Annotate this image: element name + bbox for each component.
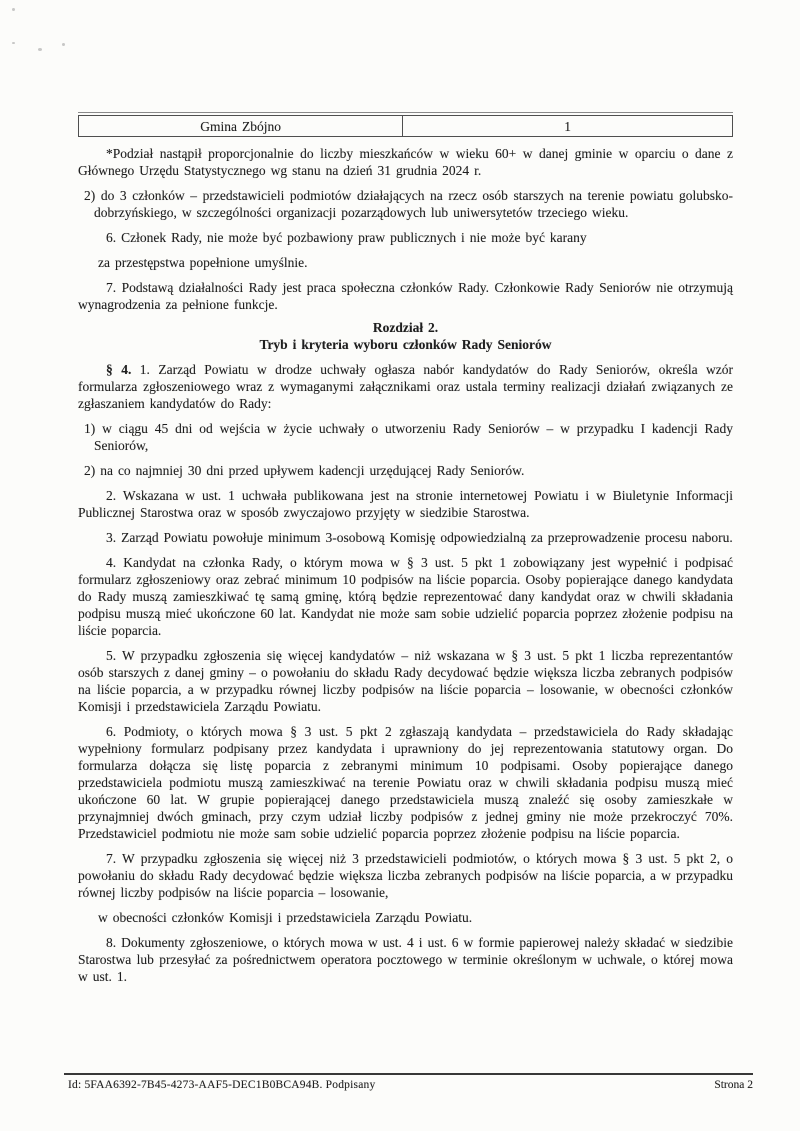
document-body [78,112,733,985]
par4-pkt2-item: 2) na co najmniej 30 dni przed upływem kadencji urzędującej Rady Seniorów. [84,463,525,478]
footer-divider [64,1073,753,1075]
scan-speck [12,8,15,11]
par4-ust7-continuation: w obecności członków Komisji i przedstawiciela Zarządu Powiatu. [98,910,473,925]
ust-6-paragraph: 6. Członek Rady, nie może być pozbawiony praw publicznych i nie może być karany [106,230,587,245]
par4-ust5-paragraph: 5. W przypadku zgłoszenia się więcej kandydatów – niż wskazana w § 3 ust. 5 pkt 1 liczba reprezentantów osób starszych z danej gminy – o powołaniu do składu Rady decydować będzie większa liczba zebranych podpisów na liście poparcia, a w przypadku równej liczby podpisów na liście poparcia – losowanie, w obecności członków Komisji i przedstawiciela Zarządu Powiatu. [78,648,733,714]
par4-ust2-paragraph: 2. Wskazana w ust. 1 uchwała publikowana jest na stronie internetowej Powiatu i w Biuletynie Informacji Publicznej Starostwa oraz w sposób zwyczajowo przyjęty w siedzibie Starostwa. [78,488,733,520]
par4-ust6-paragraph: 6. Podmioty, o których mowa § 3 ust. 5 pkt 2 zgłaszają kandydata – przedstawiciela do Rady składając wypełniony formularz podpisany przez kandydata i uprawniony do jej reprezentowania statutowy organ. Do formularza dołącza się listę poparcia z zebranymi minimum 10 podpisami. Osoby popierające danego przedstawiciela podmiotu muszą zamieszkiwać na terenie Powiatu oraz w chwili składania podpisu muszą mieć ukończone 60 lat. W grupie popierającej danego przedstawiciela muszą znaleźć się osoby zamieszkałe w przynajmniej dwóch gminach, przy czym udział liczby podpisów z jednej gminy nie może przekroczyć 70%. Przedstawiciel podmiotu nie może sam sobie udzielić poparcia poprzez złożenie podpisu na liście poparcia. [78,724,733,841]
point-2-item: 2) do 3 członków – przedstawicieli podmiotów działających na rzecz osób starszych na terenie powiatu golubsko-dobrzyńskiego, w szczególności organizacji pozarządowych lub uniwersytetów trzeciego wieku. [84,188,733,220]
footer-document-id: Id: 5FAA6392-7B45-4273-AAF5-DEC1B0BCA94B. Podpisany [68,1079,376,1091]
table-row [79,116,733,137]
chapter-heading-block [78,319,733,353]
par4-ust8-paragraph: 8. Dokumenty zgłoszeniowe, o których mowa w ust. 4 i ust. 6 w formie papierowej należy składać w siedzibie Starostwa lub przesyłać za pośrednictwem operatora pocztowego w terminie określonym w uchwale, o której mowa w ust. 1. [78,935,733,984]
allocation-table [78,115,733,137]
scan-speck [12,42,15,44]
par4-symbol: § 4. [106,362,132,377]
par4-intro-paragraph [78,361,733,412]
par4-ust3-paragraph: 3. Zarząd Powiatu powołuje minimum 3-osobową Komisję odpowiedzialną za przeprowadzenie procesu naboru. [106,530,733,545]
ust-7-paragraph: 7. Podstawą działalności Rady jest praca społeczna członków Rady. Członkowie Rady Seniorów nie otrzymują wynagrodzenia za pełnione funkcje. [78,280,733,312]
scan-speck [62,43,65,46]
table-cell-count: 1 [403,116,733,137]
footer-page-number: Strona 2 [714,1079,753,1091]
chapter-number: Rozdział 2. [372,320,439,335]
par4-ust7-paragraph: 7. W przypadku zgłoszenia się więcej niż 3 przedstawicieli podmiotów, o których mowa § 3 ust. 5 pkt 2, o powołaniu do składu Rady decydować będzie większa liczba zebranych podpisów na liście poparcia, a w przypadku równej liczby podpisów na liście poparcia – losowanie, [78,851,733,900]
scan-speck [38,48,42,51]
par4-intro-text: 1. Zarząd Powiatu w drodze uchwały ogłasza nabór kandydatów do Rady Seniorów, określa wzór formularza zgłoszeniowego wraz z wymaganymi załącznikami oraz ustala terminy realizacji działań związanych ze zgłaszaniem kandydatów do Rady: [78,362,733,411]
par4-ust4-paragraph: 4. Kandydat na członka Rady, o którym mowa w § 3 ust. 5 pkt 1 zobowiązany jest wypełnić i podpisać formularz zgłoszeniowy oraz zebrać minimum 10 podpisów na liście poparcia. Osoby popierające danego kandydata do Rady muszą zamieszkiwać tę samą gminę, którą będzie reprezentować dany kandydat oraz w chwili składania podpisu muszą mieć ukończone 60 lat. Kandydat nie może sam sobie udzielić poparcia poprzez złożenie podpisu na liście poparcia. [78,555,733,638]
par4-pkt1-item: 1) w ciągu 45 dni od wejścia w życie uchwały o utworzeniu Rady Seniorów – w przypadku I kadencji Rady Seniorów, [84,421,733,453]
table-cell-gmina: Gmina Zbójno [79,116,403,137]
footnote-paragraph: *Podział nastąpił proporcjonalnie do liczby mieszkańców w wieku 60+ w danej gminie w oparciu o dane z Głównego Urzędu Statystycznego wg stanu na dzień 31 grudnia 2024 r. [78,146,733,178]
ust-6-continuation: za przestępstwa popełnione umyślnie. [98,255,308,270]
chapter-title: Tryb i kryteria wyboru członków Rady Seniorów [259,337,552,352]
